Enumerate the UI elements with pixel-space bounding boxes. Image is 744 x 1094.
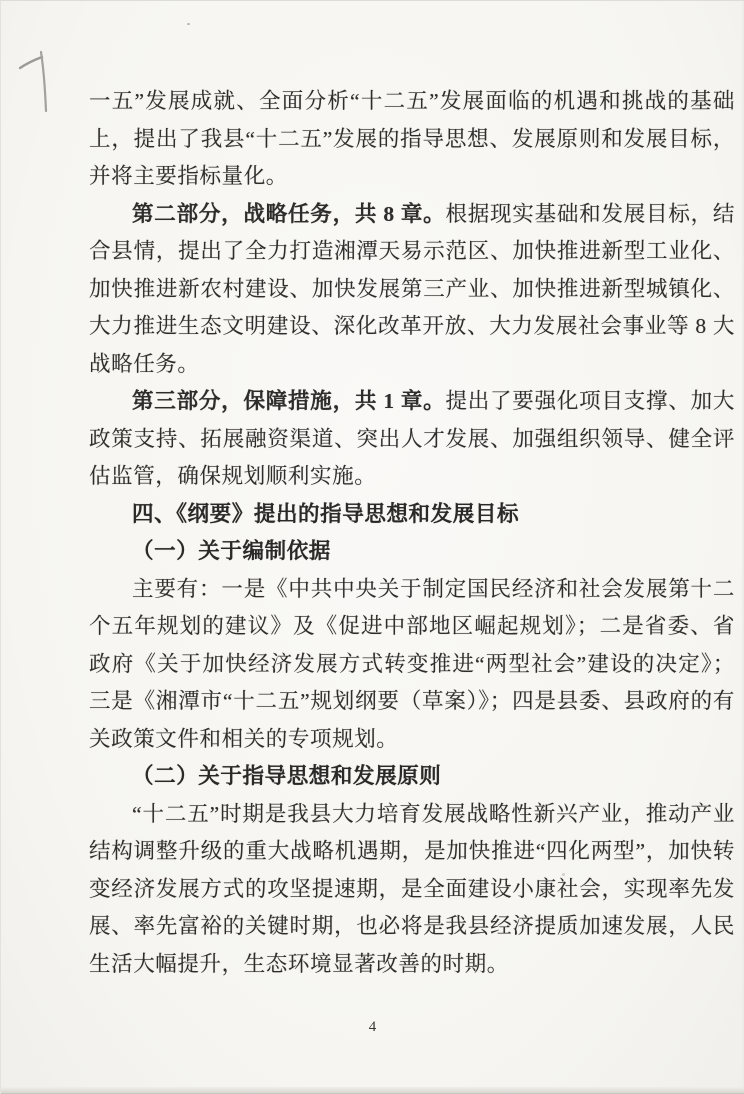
section-heading: 四、《纲要》提出的指导思想和发展目标 xyxy=(132,501,520,526)
paragraph-lead: 第三部分，保障措施，共 1 章。 xyxy=(132,389,446,413)
paragraph-lead: 第二部分，战略任务，共 8 章。 xyxy=(132,201,446,226)
scan-edge-bottom xyxy=(1,1087,744,1094)
paragraph-text: 根据现实基础和发展目标，结合县情，提出了全力打造湘潭天易示范区、加快推进新型工业化、加快推进新农村建设、加快发展第三产业、加快推进新型城镇化、大力推进生态文明建设、深化改革开放、大力发展社会事业等 8 大战略任务。 xyxy=(89,201,735,376)
subsection-heading-2: （二）关于指导思想和发展原则 xyxy=(132,764,442,788)
paragraph-continuation: 一五”发展成就、全面分析“十二五”发展面临的机遇和挑战的基础上，提出了我县“十二五”发展的指导思想、发展原则和发展目标，并将主要指标量化。 xyxy=(89,89,735,188)
paragraph-part2 xyxy=(89,196,735,384)
paragraph-basis: 主要有：一是《中共中央关于制定国民经济和社会发展第十二个五年规划的建议》及《促进中部地区崛起规划》；二是省委、省政府《关于加快经济发展方式转变推进“两型社会”建设的决定》；三是《湘潭市“十二五”规划纲要（草案）》；四是县委、县政府的有关政策文件和相关的专项规划。 xyxy=(89,576,735,751)
paragraph-part3 xyxy=(89,383,735,496)
page-number: 4 xyxy=(368,1019,377,1035)
scan-speck xyxy=(187,23,190,25)
paragraph-guiding: “十二五”时期是我县大力培育发展战略性新兴产业，推动产业结构调整升级的重大战略机遇期，是加快推进“四化两型”，加快转变经济发展方式的攻坚提速期，是全面建设小康社会，实现率先发展、率先富裕的关键时期，也必将是我县经济提质加速发展，人民生活大幅提升，生态环境显著改善的时期。 xyxy=(89,801,735,976)
paragraph-text: 提出了要强化项目支撑、加大政策支持、拓展融资渠道、突出人才发展、加强组织领导、健全评估监管，确保规划顺利实施。 xyxy=(89,389,735,488)
document-body xyxy=(89,83,735,983)
handwritten-mark xyxy=(13,43,61,121)
subsection-heading-1: （一）关于编制依据 xyxy=(132,539,331,563)
